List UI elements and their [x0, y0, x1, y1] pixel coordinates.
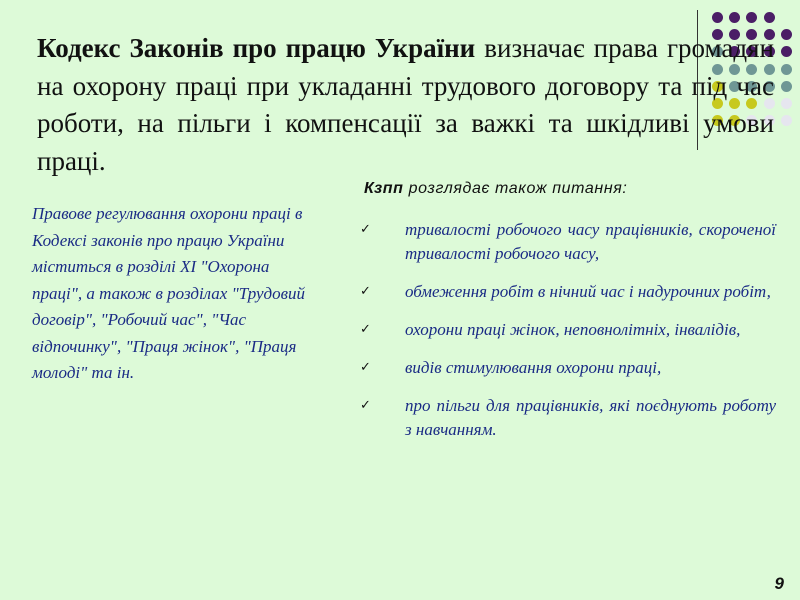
decor-dot — [781, 81, 792, 92]
decor-dot — [781, 29, 792, 40]
decor-dot — [764, 12, 775, 23]
decor-dot — [729, 12, 740, 23]
list-item-text: про пільги для працівників, які поєднують роботу з навчанням. — [405, 396, 776, 439]
check-icon: ✓ — [360, 398, 371, 413]
slide-title — [37, 30, 774, 180]
list-item — [360, 318, 776, 342]
list-item-text: тривалості робочого часу працівників, скороченої тривалості робочого часу, — [405, 220, 776, 263]
kzpp-heading-text: розглядає також питання: — [403, 180, 628, 197]
title-regular-part: визначає права громадян на охорону праці при укладанні трудового договору та під час роботи, на пільги і компенсації за важкі та шкідливі умови праці. — [37, 33, 774, 176]
check-icon: ✓ — [360, 322, 371, 337]
list-item — [360, 394, 776, 442]
title-bold-part: Кодекс Законів про працю України — [37, 33, 476, 63]
check-icon: ✓ — [360, 360, 371, 375]
decor-dot — [781, 98, 792, 109]
list-item — [360, 218, 776, 266]
decor-dot — [781, 115, 792, 126]
decor-dot — [746, 12, 757, 23]
check-icon: ✓ — [360, 284, 371, 299]
decor-dot — [781, 64, 792, 75]
list-item-text: охорони праці жінок, неповнолітніх, інвалідів, — [405, 320, 741, 339]
list-item-text: обмеження робіт в нічний час і надурочних робіт, — [405, 282, 771, 301]
left-note: Правове регулювання охорони праці в Кодексі законів про працю України міститься в розділі ХІ "Охорона праці", а також в розділах "Трудовий договір", "Робочий час", "Час відпочинку", "Праця жінок", "Праця молоді" та ін. — [32, 204, 306, 382]
decor-dot — [781, 46, 792, 57]
page-number: 9 — [774, 574, 784, 593]
list-item — [360, 280, 776, 304]
issues-list — [360, 218, 776, 442]
decor-dot — [712, 12, 723, 23]
check-icon: ✓ — [360, 222, 371, 237]
list-item — [360, 356, 776, 380]
kzpp-abbrev: Кзпп — [364, 180, 404, 197]
kzpp-heading — [364, 180, 774, 198]
list-item-text: видів стимулювання охорони праці, — [405, 358, 662, 377]
